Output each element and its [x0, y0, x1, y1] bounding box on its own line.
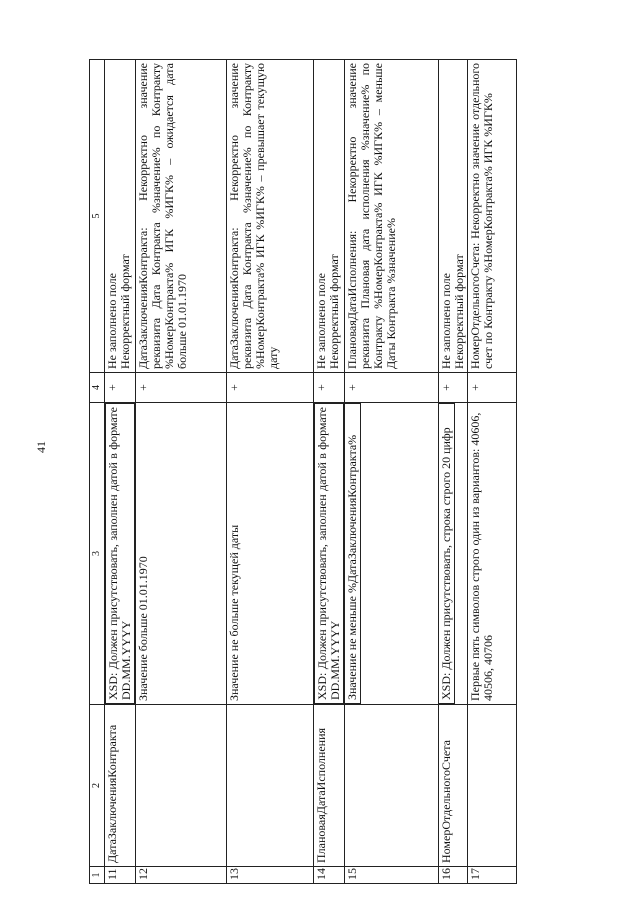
- error-line: Не заполнено поле: [105, 273, 119, 369]
- rule-text: Значение не больше текущей даты: [227, 403, 314, 705]
- validation-table: [89, 59, 517, 884]
- required-mark: +: [136, 373, 227, 403]
- header-col-4: 4: [90, 373, 105, 403]
- error-line: Некорректный формат: [451, 254, 466, 369]
- table-row: [105, 60, 136, 884]
- error-line: ПлановаяДатаИсполнения: Некорректно значение реквизита Плановая дата исполнения %значение% по Контракту %НомерКонтракта% ИГК %ИГК% – меньше Даты Контракта %значение%: [344, 63, 398, 369]
- rule-text: Значение не меньше %ДатаЗаключенияКонтракта%: [344, 403, 361, 704]
- page-number: 41: [34, 441, 48, 453]
- field-name: [227, 705, 314, 867]
- error-messages: [105, 60, 136, 373]
- table-row: [467, 60, 516, 884]
- error-messages: [467, 60, 516, 373]
- error-messages: [227, 60, 314, 373]
- field-name: ДатаЗаключенияКонтракта: [105, 705, 136, 867]
- required-mark: +: [314, 373, 345, 403]
- row-number: 13: [227, 867, 314, 884]
- table-row: [136, 60, 227, 884]
- field-name: ПлановаяДатаИсполнения: [314, 705, 345, 867]
- row-number: 12: [136, 867, 227, 884]
- required-mark: +: [467, 373, 516, 403]
- row-number: 15: [344, 867, 438, 884]
- rule-text: XSD: Должен присутствовать, заполнен датой в формате DD.MM.YYYY: [105, 403, 135, 704]
- table-row: [344, 60, 438, 884]
- rule-text: Первые пять символов строго один из вариантов: 40606, 40506, 40706: [467, 403, 516, 705]
- rule-text: XSD: Должен присутствовать, строка строго 20 цифр: [438, 403, 455, 704]
- field-name: НомерОтдельногоСчета: [438, 705, 467, 867]
- required-mark: +: [105, 373, 136, 403]
- required-mark: +: [438, 373, 467, 403]
- table-row: [314, 60, 345, 884]
- required-mark: +: [227, 373, 314, 403]
- field-name: [136, 705, 227, 867]
- row-number: 11: [105, 867, 136, 884]
- error-line: ДатаЗаключенияКонтракта: Некорректно значение реквизита Дата Контракта %значение% по Контракту %НомерКонтракта% ИГК %ИГК% – ожидается дата больше 01.01.1970: [136, 63, 189, 369]
- header-col-1: 1: [90, 867, 105, 884]
- row-number: 17: [467, 867, 516, 884]
- row-number: 16: [438, 867, 467, 884]
- table-header-row: [90, 60, 105, 884]
- row-number: 14: [314, 867, 345, 884]
- error-line: Не заполнено поле: [314, 273, 328, 369]
- header-col-2: 2: [90, 705, 105, 867]
- field-name: [467, 705, 516, 867]
- rotated-table-frame: [89, 60, 507, 884]
- field-name: [344, 705, 438, 867]
- rule-text: XSD: Должен присутствовать, заполнен датой в формате DD.MM.YYYY: [314, 403, 344, 704]
- required-mark: +: [344, 373, 438, 403]
- error-messages: [438, 60, 467, 373]
- header-col-3: 3: [90, 403, 105, 705]
- rule-text: Значение больше 01.01.1970: [136, 403, 227, 705]
- error-line: Некорректный формат: [327, 254, 341, 369]
- table-row: [438, 60, 467, 884]
- error-messages: [136, 60, 227, 373]
- error-line: Не заполнено поле: [438, 273, 453, 369]
- table-row: [227, 60, 314, 884]
- error-line: ДатаЗаключенияКонтракта: Некорректно значение реквизита Дата Контракта %значение% по Контракту %НомерКонтракта% ИГК %ИГК% – превышает текущую дату: [227, 63, 280, 369]
- error-line: НомерОтдельногоСчета: Некорректно значение отдельного счет по Контракту %НомерКонтракта% ИГК %ИГК%: [467, 63, 495, 369]
- header-col-5: 5: [90, 60, 105, 373]
- error-line: Некорректный формат: [118, 254, 132, 369]
- error-messages: [344, 60, 438, 373]
- error-messages: [314, 60, 345, 373]
